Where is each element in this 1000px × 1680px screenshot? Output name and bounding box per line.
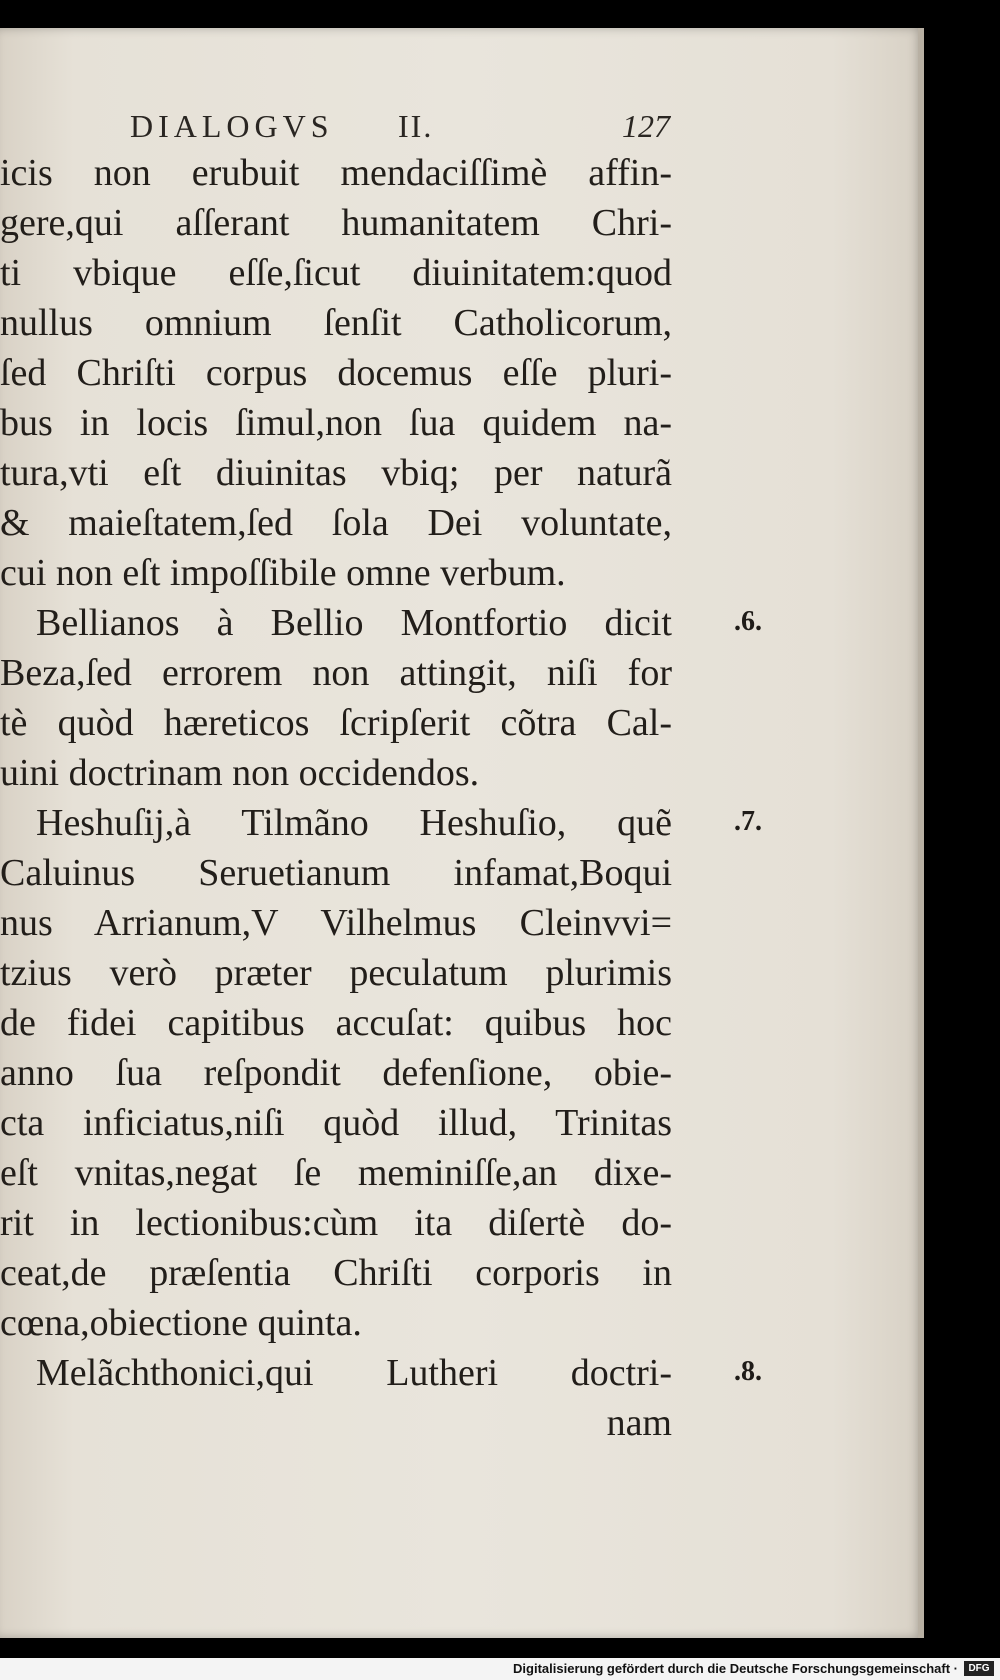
text-line: tè quòd hæreticos ſcripſerit cõtra Cal- [0,702,672,744]
running-head-title: DIALOGVS [130,108,334,144]
text-line: uini doctrinam non occidendos. [0,752,480,794]
text-line: ti vbique eſſe,ſicut diuinitatem:quod [0,252,672,294]
catchword: nam [606,1402,672,1444]
footer-bar [0,1658,1000,1680]
text-line: anno ſua reſpondit defenſione, obie- [0,1052,672,1094]
margin-note-7: .7. [734,806,762,837]
text-line: Caluinus Seruetianum infamat,Boqui [0,852,672,894]
dfg-logo: DFG [964,1661,994,1676]
text-line: Beza,ſed errorem non attingit, niſi for [0,652,672,694]
text-line: rit in lectionibus:cùm ita diſertè do- [0,1202,672,1244]
page-number: 127 [622,108,670,144]
text-line: cta inficiatus,niſi quòd illud, Trinitas [0,1102,672,1144]
text-line: tzius verò præter peculatum plurimis [0,952,672,994]
body-text [0,148,672,1448]
running-head [130,108,670,152]
text-line: Heshuſij,à Tilmãno Heshuſio, quẽ [36,802,672,844]
text-line: bus in locis ſimul,non ſua quidem na- [0,402,672,444]
text-line: ſed Chriſti corpus docemus eſſe pluri- [0,352,672,394]
running-head-chapter: II. [398,108,434,144]
text-line: Bellianos à Bellio Montfortio dicit [36,602,672,644]
page-edge [918,28,924,1638]
text-line: nullus omnium ſenſit Catholicorum, [0,302,672,344]
margin-note-8: .8. [734,1356,762,1387]
text-line: nus Arrianum,V Vilhelmus Cleinvvi= [0,902,672,944]
text-line: cœna,obiectione quinta. [0,1302,362,1344]
text-line: gere,qui aſſerant humanitatem Chri- [0,202,672,244]
text-line: & maieſtatem,ſed ſola Dei voluntate, [0,502,672,544]
text-line: icis non erubuit mendaciſſimè affin- [0,152,672,194]
margin-note-6: .6. [734,606,762,637]
text-line: cui non eſt impoſſibile omne verbum. [0,552,566,594]
footer-credit: Digitalisierung gefördert durch die Deutsche Forschungsgemeinschaft · [513,1661,958,1676]
text-line: eſt vnitas,negat ſe meminiſſe,an dixe- [0,1152,672,1194]
book-page [0,28,924,1638]
text-line: ceat,de præſentia Chriſti corporis in [0,1252,672,1294]
text-line: de fidei capitibus accuſat: quibus hoc [0,1002,672,1044]
text-line: tura,vti eſt diuinitas vbiq; per naturã [0,452,672,494]
text-line: Melãchthonici,qui Lutheri doctri- [36,1352,672,1394]
